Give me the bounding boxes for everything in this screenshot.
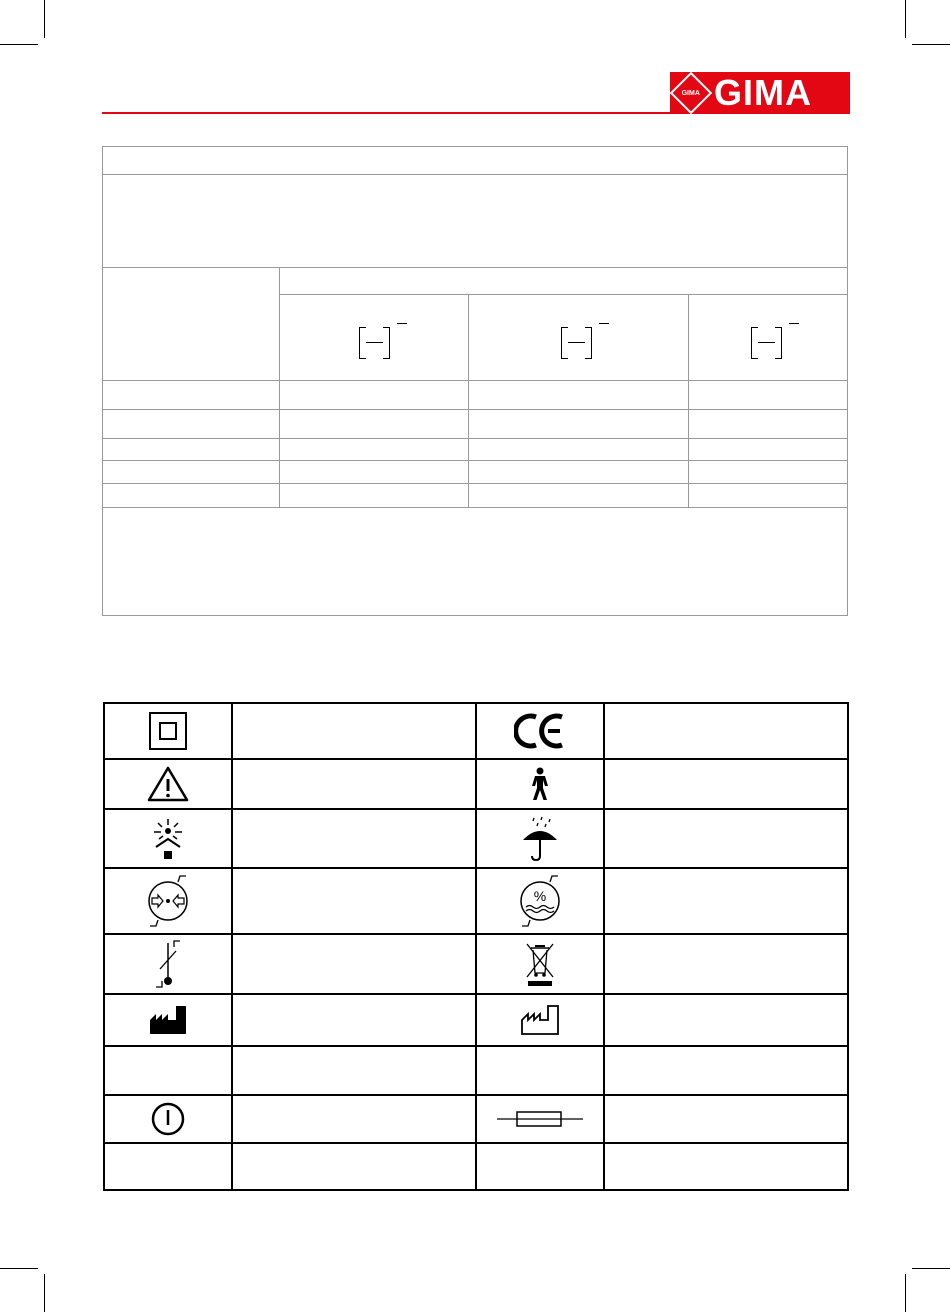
crop-mark (0, 1268, 38, 1269)
ce-mark-icon (477, 704, 603, 758)
crop-mark (912, 44, 950, 45)
power-on-off-icon (105, 1096, 231, 1142)
keep-dry-umbrella-icon (477, 810, 603, 867)
keep-away-from-sunlight-icon (105, 810, 231, 867)
gima-emblem-icon (670, 72, 712, 114)
emc-row (103, 460, 847, 483)
formula-bracket-icon (561, 323, 621, 363)
weee-crossed-bin-icon (477, 935, 603, 993)
date-of-manufacture-icon (477, 995, 603, 1045)
emc-table (102, 146, 848, 616)
symbols-table (103, 702, 849, 1191)
crop-mark (905, 0, 906, 38)
temperature-limit-icon (105, 935, 231, 993)
emblem-text: GIMA (681, 89, 701, 97)
svg-text:%: % (533, 888, 547, 904)
emc-row (103, 409, 847, 438)
emc-row (103, 438, 847, 460)
formula-bracket-icon (751, 323, 811, 363)
class-ii-double-square-icon (105, 704, 231, 758)
crop-mark (0, 44, 38, 45)
crop-mark (44, 0, 45, 38)
manufacturer-icon (105, 995, 231, 1045)
atmospheric-pressure-limit-icon (105, 869, 231, 933)
crop-mark (44, 1274, 45, 1312)
fuse-icon (477, 1096, 603, 1142)
crop-mark (905, 1274, 906, 1312)
crop-mark (912, 1268, 950, 1269)
humidity-limit-icon (477, 869, 603, 933)
gima-logo (670, 72, 850, 114)
warning-triangle-icon (105, 760, 231, 808)
type-b-applied-part-icon (477, 760, 603, 808)
header-rule (102, 112, 670, 114)
brand-name: GIMA (714, 72, 812, 113)
emc-row (103, 483, 847, 507)
formula-bracket-icon (359, 323, 419, 363)
emc-row (103, 380, 847, 409)
